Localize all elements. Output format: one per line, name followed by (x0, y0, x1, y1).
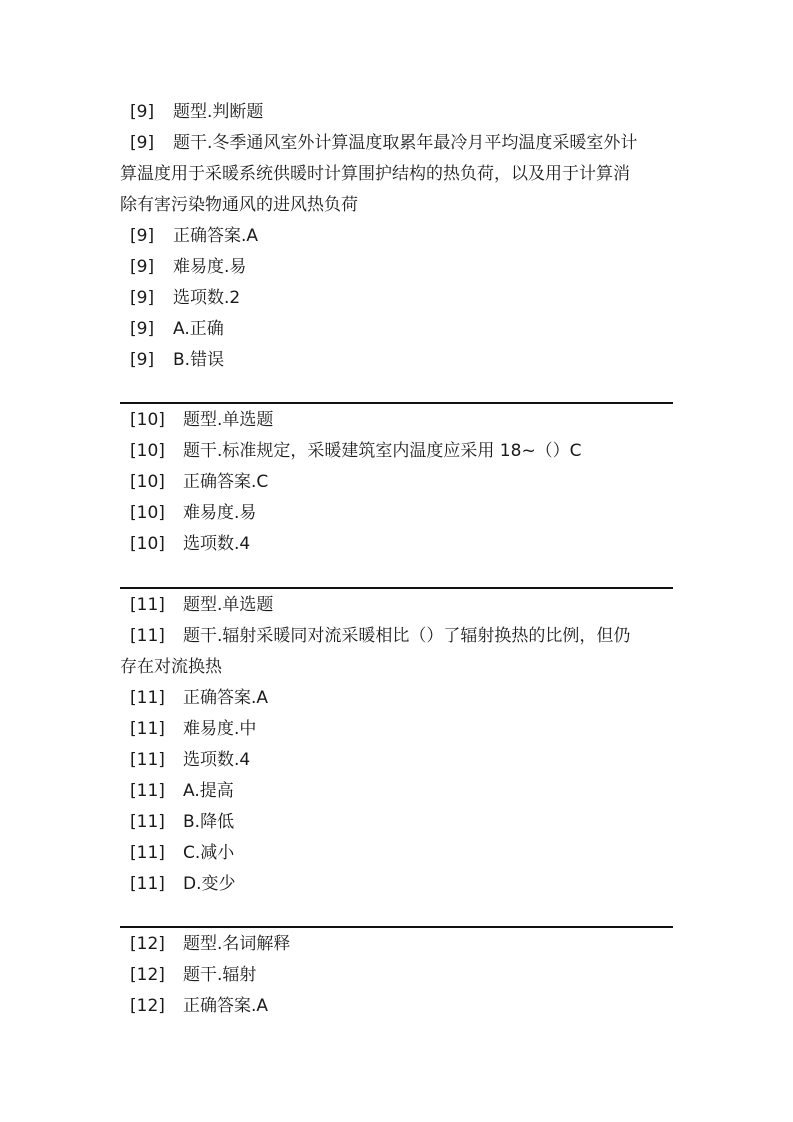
option-count-line (120, 529, 680, 560)
question-12 (120, 929, 680, 1022)
question-number: [9] (130, 102, 155, 122)
question-stem (120, 128, 680, 221)
option-b: B.错误 (173, 350, 225, 370)
option-c: C.减小 (183, 843, 235, 863)
question-number: [11] (130, 843, 165, 863)
answer-line (120, 221, 680, 252)
question-9 (120, 97, 680, 376)
question-stem-line-1: 题干.辐射 (183, 965, 257, 985)
option-count-line (120, 745, 680, 776)
question-number: [9] (130, 133, 155, 153)
question-stem-line-2: 算温度用于采暖系统供暖时计算围护结构的热负荷，以及用于计算消 (120, 164, 630, 184)
difficulty: 难易度.中 (183, 719, 257, 739)
question-stem-line-2: 存在对流换热 (120, 657, 222, 677)
option-count: 选项数.4 (183, 534, 251, 554)
option-b: B.降低 (183, 812, 235, 832)
correct-answer: 正确答案.C (183, 472, 269, 492)
question-number: [12] (130, 934, 165, 954)
answer-line (120, 683, 680, 714)
correct-answer: 正确答案.A (183, 688, 269, 708)
difficulty-line (120, 714, 680, 745)
option-d-line (120, 869, 680, 900)
question-number: [9] (130, 226, 155, 246)
divider (120, 402, 673, 404)
divider (120, 587, 673, 589)
question-number: [11] (130, 812, 165, 832)
question-type: 题型.单选题 (183, 595, 274, 615)
difficulty-line (120, 252, 680, 283)
option-count-line (120, 283, 680, 314)
question-number: [10] (130, 534, 165, 554)
question-stem-line-1: 题干.冬季通风室外计算温度取累年最冷月平均温度采暖室外计 (173, 133, 638, 153)
question-number: [10] (130, 441, 165, 461)
question-number: [10] (130, 410, 165, 430)
question-type-line (120, 929, 680, 960)
question-number: [9] (130, 257, 155, 277)
question-number: [10] (130, 472, 165, 492)
answer-line (120, 467, 680, 498)
question-stem-line-1: 题干.辐射采暖同对流采暖相比（）了辐射换热的比例，但仍 (183, 626, 631, 646)
question-type: 题型.名词解释 (183, 934, 291, 954)
difficulty: 难易度.易 (173, 257, 247, 277)
option-a: A.正确 (173, 319, 224, 339)
option-count: 选项数.4 (183, 750, 251, 770)
correct-answer: 正确答案.A (173, 226, 259, 246)
question-type: 题型.单选题 (183, 410, 274, 430)
question-number: [9] (130, 350, 155, 370)
question-type-line (120, 405, 680, 436)
question-type-line (120, 97, 680, 128)
option-b-line (120, 345, 680, 376)
question-number: [12] (130, 965, 165, 985)
question-number: [11] (130, 719, 165, 739)
question-stem-line-1: 题干.标准规定，采暖建筑室内温度应采用 18~（）C (183, 441, 582, 461)
option-c-line (120, 838, 680, 869)
difficulty: 难易度.易 (183, 503, 257, 523)
question-number: [11] (130, 874, 165, 894)
question-number: [9] (130, 319, 155, 339)
question-stem (120, 436, 680, 467)
question-number: [11] (130, 750, 165, 770)
difficulty-line (120, 498, 680, 529)
question-11 (120, 590, 680, 900)
question-number: [11] (130, 595, 165, 615)
question-10 (120, 405, 680, 560)
question-type-line (120, 590, 680, 621)
question-number: [11] (130, 626, 165, 646)
answer-line (120, 991, 680, 1022)
divider (120, 926, 673, 928)
option-a-line (120, 314, 680, 345)
option-a-line (120, 776, 680, 807)
question-number: [11] (130, 781, 165, 801)
question-stem (120, 621, 680, 683)
question-stem (120, 960, 680, 991)
option-count: 选项数.2 (173, 288, 241, 308)
question-number: [12] (130, 996, 165, 1016)
question-number: [10] (130, 503, 165, 523)
option-d: D.变少 (183, 874, 236, 894)
question-number: [9] (130, 288, 155, 308)
question-stem-line-3: 除有害污染物通风的进风热负荷 (120, 195, 358, 215)
option-a: A.提高 (183, 781, 234, 801)
question-type: 题型.判断题 (173, 102, 264, 122)
option-b-line (120, 807, 680, 838)
correct-answer: 正确答案.A (183, 996, 269, 1016)
question-number: [11] (130, 688, 165, 708)
